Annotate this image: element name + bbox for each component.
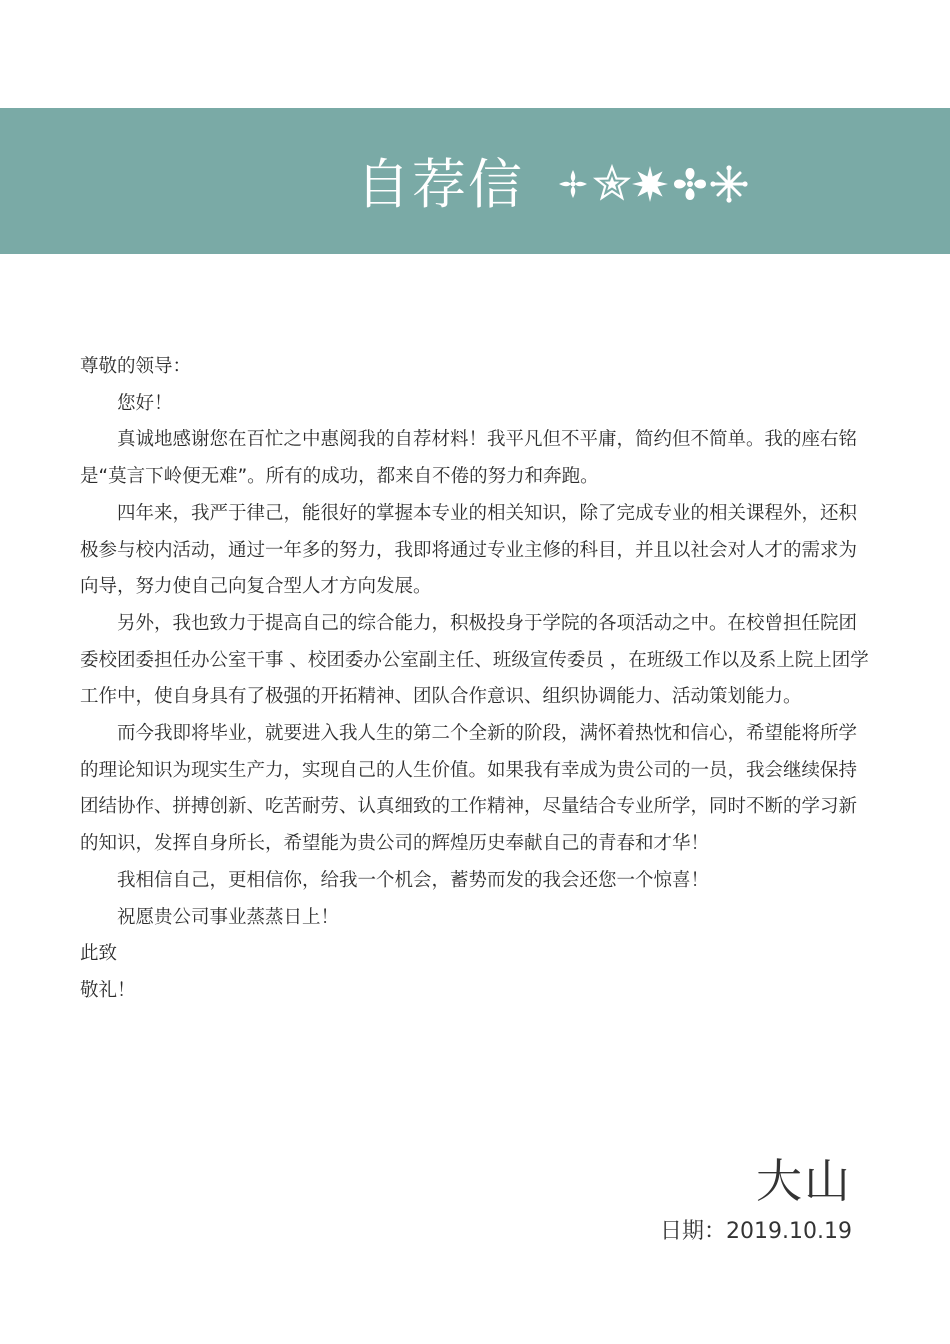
page-title: 自荐信 — [356, 153, 524, 216]
letter-paragraph: 另外，我也致力于提高自己的综合能力，积极投身于学院的各项活动之中。在校曾担任院团委校团委担任办公室干事 、校团委办公室副主任、班级宣传委员 ，在班级工作以及系上院上团学工作中，使自身具有了极强的开拓精神、团队合作意识、组织协调能力、活动策划能力。 — [80, 612, 869, 708]
closing-salute: 敬礼！ — [80, 979, 136, 1001]
closing-line: 此致 — [80, 943, 118, 965]
letter-paragraph: 祝愿贵公司事业蒸蒸日上！ — [117, 906, 340, 928]
greeting: 您好！ — [117, 392, 173, 414]
signature-date: 日期：2019.10.19 — [660, 1219, 852, 1244]
letter-paragraph: 真诚地感谢您在百忙之中惠阅我的自荐材料！我平凡但不平庸，简约但不简单。我的座右铭是“莫言下岭便无难”。所有的成功，都来自不倦的努力和奔跑。 — [80, 429, 858, 488]
letter-paragraph: 我相信自己，更相信你，给我一个机会，蓄势而发的我会还您一个惊喜！ — [117, 869, 710, 891]
letter-paragraph: 四年来，我严于律己，能很好的掌握本专业的相关知识，除了完成专业的相关课程外，还积极参与校内活动，通过一年多的努力，我即将通过专业主修的科目，并且以社会对人才的需求为向导，努力使自己向复合型人才方向发展。 — [80, 502, 858, 598]
signature-name: 大山 — [756, 1154, 852, 1208]
letter-body — [80, 349, 870, 1010]
letter-paragraph: 而今我即将毕业，就要进入我人生的第二个全新的阶段，满怀着热忱和信心，希望能将所学的理论知识为现实生产力，实现自己的人生价值。如果我有幸成为贵公司的一员，我会继续保持团结协作、拼搏创新、吃苦耐劳、认真细致的工作精神，尽量结合专业所学，同时不断的学习新的知识，发挥自身所长，希望能为贵公司的辉煌历史奉献自己的青春和才华！ — [80, 723, 858, 855]
salutation: 尊敬的领导： — [80, 356, 192, 377]
decorative-star-flourish-icon — [553, 160, 749, 208]
